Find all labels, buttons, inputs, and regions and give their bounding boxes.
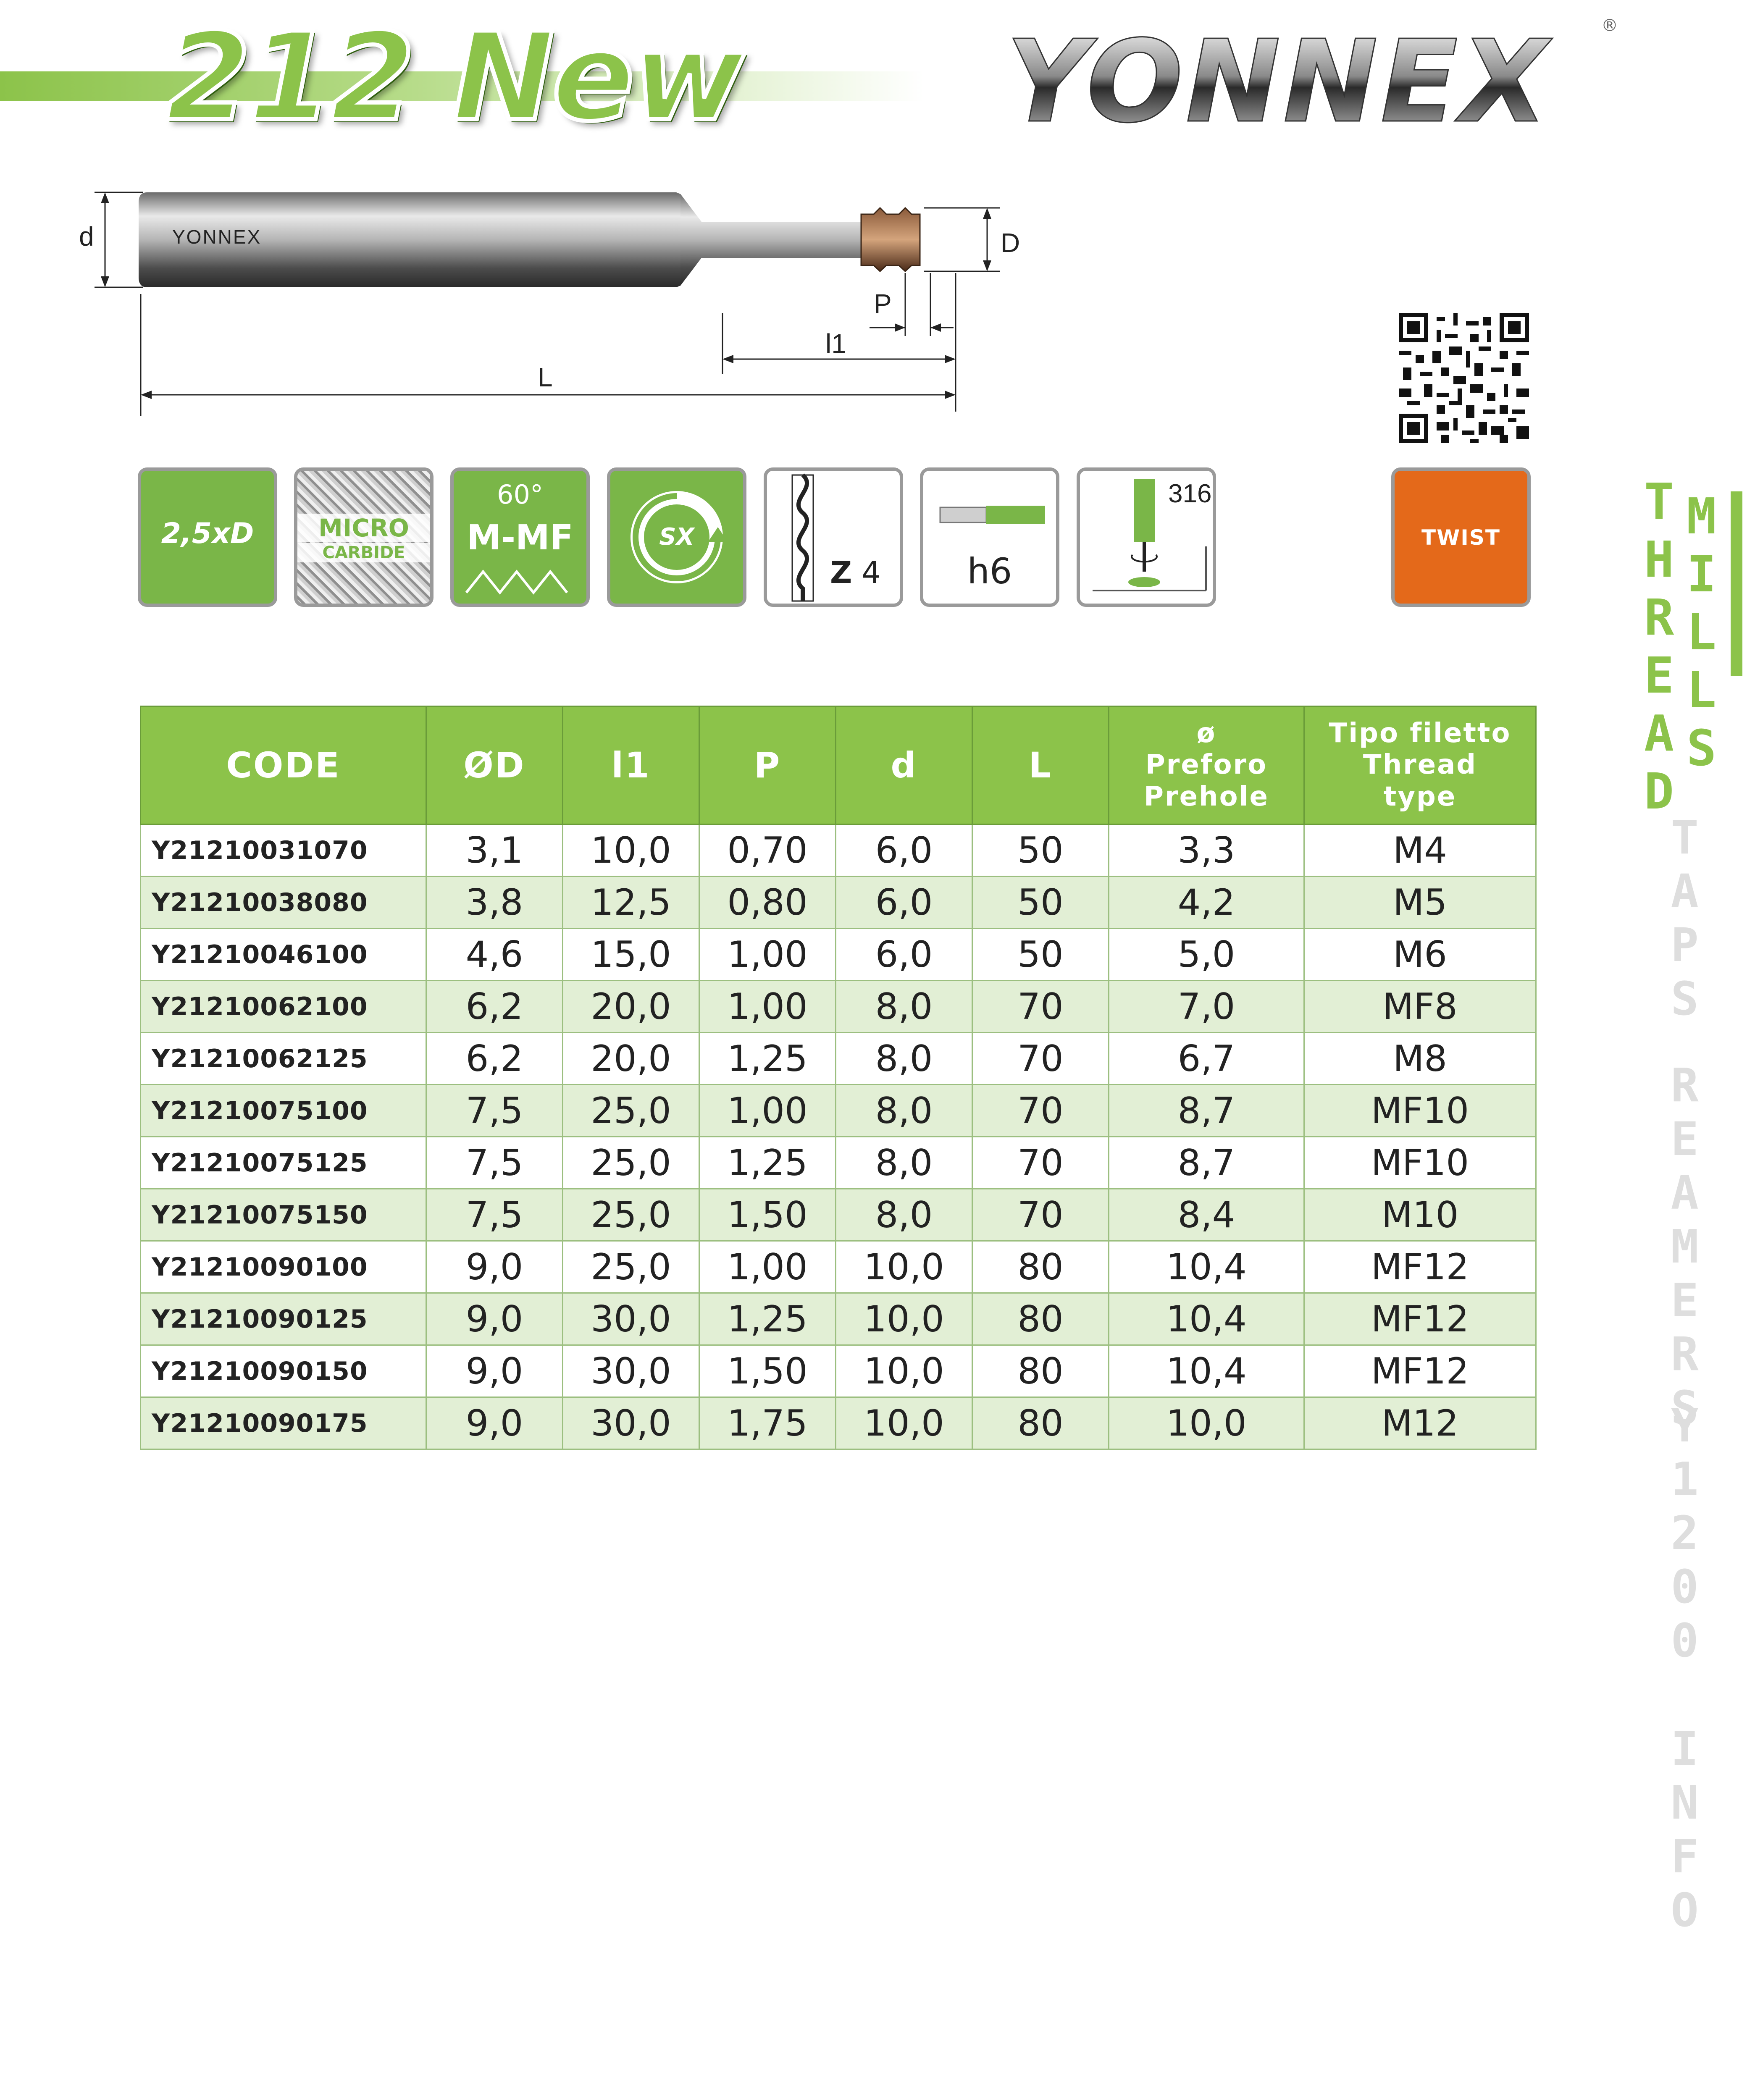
header-l: L xyxy=(972,706,1109,824)
tab-y1200-text: Y1200 xyxy=(1658,1399,1712,1667)
active-tab-bar xyxy=(1731,491,1742,676)
tool-neck xyxy=(680,194,861,286)
cell-code: Y21210090150 xyxy=(141,1345,426,1397)
flutes-label xyxy=(830,555,900,590)
cell-prehole: 8,7 xyxy=(1109,1137,1304,1189)
rotation-circle-icon xyxy=(625,486,728,588)
cell-code: Y21210090125 xyxy=(141,1293,426,1345)
ratio-label: 2,5xD xyxy=(161,517,254,550)
header-type-en2: type xyxy=(1383,781,1457,812)
table-row xyxy=(141,1345,1536,1397)
cell-thread-type: MF12 xyxy=(1304,1345,1536,1397)
carbide-label: CARBIDE xyxy=(297,543,430,562)
table-header-row xyxy=(141,706,1536,824)
cell-d-big: 3,1 xyxy=(426,824,563,877)
registered-mark: ® xyxy=(1601,16,1618,35)
micro-carbide-icon xyxy=(294,467,433,607)
header-type-it: Tipo filetto xyxy=(1329,717,1511,749)
header-prehole-symbol: ø xyxy=(1196,717,1216,749)
tool-thread-head xyxy=(861,208,920,271)
cell-prehole: 6,7 xyxy=(1109,1033,1304,1085)
cell-d-big: 6,2 xyxy=(426,981,563,1033)
ratio-2.5xD-icon xyxy=(138,467,277,607)
cell-thread-type: MF10 xyxy=(1304,1085,1536,1137)
cell-l1: 15,0 xyxy=(563,929,699,981)
cell-d-small: 10,0 xyxy=(836,1293,972,1345)
table-row xyxy=(141,929,1536,981)
cell-code: Y21210090100 xyxy=(141,1241,426,1293)
micro-label: MICRO xyxy=(297,514,430,542)
cell-d-small: 8,0 xyxy=(836,981,972,1033)
din-316-icon xyxy=(1077,467,1216,607)
cell-d-big: 9,0 xyxy=(426,1397,563,1449)
left-hand-rotation-icon xyxy=(607,467,746,607)
cell-code: Y21210062100 xyxy=(141,981,426,1033)
helix-drill-icon xyxy=(784,475,822,605)
table-row xyxy=(141,1293,1536,1345)
table-body xyxy=(141,824,1536,1449)
qr-code[interactable] xyxy=(1399,313,1529,443)
tool-drawing xyxy=(63,168,1020,428)
table-row xyxy=(141,1397,1536,1449)
cell-d-small: 6,0 xyxy=(836,877,972,929)
shank-tolerance-icon xyxy=(940,502,1045,528)
cell-code: Y21210062125 xyxy=(141,1033,426,1085)
cell-code: Y21210046100 xyxy=(141,929,426,981)
svg-text:316: 316 xyxy=(1168,479,1212,508)
cell-p: 1,25 xyxy=(699,1137,836,1189)
cell-d-big: 3,8 xyxy=(426,877,563,929)
cell-p: 1,50 xyxy=(699,1189,836,1241)
cell-thread-type: M8 xyxy=(1304,1033,1536,1085)
cell-p: 1,00 xyxy=(699,981,836,1033)
cell-d-big: 7,5 xyxy=(426,1189,563,1241)
cell-thread-type: MF10 xyxy=(1304,1137,1536,1189)
cell-l1: 25,0 xyxy=(563,1137,699,1189)
tab-mills-text: MILLS xyxy=(1672,487,1731,777)
cell-l: 50 xyxy=(972,877,1109,929)
cell-l: 70 xyxy=(972,1189,1109,1241)
cell-prehole: 3,3 xyxy=(1109,824,1304,877)
cell-d-big: 9,0 xyxy=(426,1345,563,1397)
header-l1: l1 xyxy=(563,706,699,824)
tab-taps-text: TAPS xyxy=(1658,811,1712,1026)
tolerance-h6-icon xyxy=(920,467,1059,607)
product-table xyxy=(140,706,1537,1450)
cell-thread-type: MF8 xyxy=(1304,981,1536,1033)
cell-p: 1,75 xyxy=(699,1397,836,1449)
cell-prehole: 10,4 xyxy=(1109,1241,1304,1293)
tolerance-label: h6 xyxy=(967,551,1012,592)
cell-p: 0,70 xyxy=(699,824,836,877)
cell-d-small: 10,0 xyxy=(836,1241,972,1293)
cell-d-big: 7,5 xyxy=(426,1137,563,1189)
thread-60-icon xyxy=(450,467,590,607)
label-l1: l1 xyxy=(825,328,846,359)
cell-d-big: 9,0 xyxy=(426,1241,563,1293)
cell-code: Y21210038080 xyxy=(141,877,426,929)
cell-l1: 25,0 xyxy=(563,1189,699,1241)
cell-p: 1,50 xyxy=(699,1345,836,1397)
cell-p: 1,00 xyxy=(699,929,836,981)
cell-l: 80 xyxy=(972,1345,1109,1397)
header-prehole-it: Preforo xyxy=(1145,749,1268,781)
label-L: L xyxy=(538,362,553,392)
label-D-big: D xyxy=(1001,228,1020,258)
tab-reamers-text: REAMERS xyxy=(1658,1058,1712,1435)
cell-l: 70 xyxy=(972,1033,1109,1085)
cell-l: 50 xyxy=(972,929,1109,981)
label-d: d xyxy=(79,221,94,252)
cell-d-big: 7,5 xyxy=(426,1085,563,1137)
tool-brand-text: YONNEX xyxy=(172,226,262,248)
cell-d-small: 10,0 xyxy=(836,1397,972,1449)
cell-d-small: 8,0 xyxy=(836,1085,972,1137)
cell-l1: 30,0 xyxy=(563,1345,699,1397)
twist-icon xyxy=(1391,467,1531,607)
table-row xyxy=(141,1033,1536,1085)
header-thread-type xyxy=(1304,706,1536,824)
table-row xyxy=(141,1189,1536,1241)
header-code: CODE xyxy=(141,706,426,824)
flutes-z4-icon xyxy=(764,467,903,607)
table-row xyxy=(141,824,1536,877)
flutes-count: 4 xyxy=(862,555,881,590)
cell-p: 1,00 xyxy=(699,1085,836,1137)
cell-l1: 20,0 xyxy=(563,1033,699,1085)
cell-thread-type: M5 xyxy=(1304,877,1536,929)
tab-info-text: INFO xyxy=(1658,1722,1712,1937)
cell-p: 1,25 xyxy=(699,1033,836,1085)
header-d-big: ØD xyxy=(426,706,563,824)
cell-d-small: 10,0 xyxy=(836,1345,972,1397)
cell-d-big: 6,2 xyxy=(426,1033,563,1085)
cell-d-small: 8,0 xyxy=(836,1033,972,1085)
cell-l1: 25,0 xyxy=(563,1085,699,1137)
cell-code: Y21210075100 xyxy=(141,1085,426,1137)
cell-code: Y21210090175 xyxy=(141,1397,426,1449)
cell-p: 1,25 xyxy=(699,1293,836,1345)
tab-thread-text: THREAD xyxy=(1630,472,1688,820)
table-row xyxy=(141,1137,1536,1189)
table-row xyxy=(141,877,1536,929)
cell-prehole: 8,7 xyxy=(1109,1085,1304,1137)
tab-reamers[interactable] xyxy=(1658,1058,1712,1440)
cell-l1: 20,0 xyxy=(563,981,699,1033)
cell-l: 70 xyxy=(972,1085,1109,1137)
cell-l1: 30,0 xyxy=(563,1293,699,1345)
cell-l: 80 xyxy=(972,1241,1109,1293)
cell-d-small: 6,0 xyxy=(836,824,972,877)
tab-taps[interactable] xyxy=(1658,811,1712,1031)
cell-l1: 25,0 xyxy=(563,1241,699,1293)
table-row xyxy=(141,981,1536,1033)
cell-l: 80 xyxy=(972,1397,1109,1449)
cell-d-small: 8,0 xyxy=(836,1137,972,1189)
cell-code: Y21210075150 xyxy=(141,1189,426,1241)
table-row xyxy=(141,1085,1536,1137)
cell-code: Y21210075125 xyxy=(141,1137,426,1189)
cell-d-small: 6,0 xyxy=(836,929,972,981)
cell-thread-type: M10 xyxy=(1304,1189,1536,1241)
cell-prehole: 10,4 xyxy=(1109,1345,1304,1397)
cell-l: 50 xyxy=(972,824,1109,877)
header-prehole-en: Prehole xyxy=(1144,781,1269,812)
cell-thread-type: MF12 xyxy=(1304,1241,1536,1293)
header-prehole xyxy=(1109,706,1304,824)
header-type-en1: Thread xyxy=(1363,749,1477,781)
svg-text:SX: SX xyxy=(659,523,694,551)
tab-thread-label[interactable] xyxy=(1630,472,1688,826)
cell-thread-type: MF12 xyxy=(1304,1293,1536,1345)
cell-thread-type: M12 xyxy=(1304,1397,1536,1449)
cell-prehole: 7,0 xyxy=(1109,981,1304,1033)
cell-code: Y21210031070 xyxy=(141,824,426,877)
twist-label: TWIST xyxy=(1421,525,1500,550)
cell-l1: 10,0 xyxy=(563,824,699,877)
cell-d-small: 8,0 xyxy=(836,1189,972,1241)
angle-label: 60° xyxy=(497,479,543,510)
cell-l: 80 xyxy=(972,1293,1109,1345)
tab-mills-label[interactable] xyxy=(1672,487,1731,783)
header-d-small: d xyxy=(836,706,972,824)
header-p: P xyxy=(699,706,836,824)
cell-p: 0,80 xyxy=(699,877,836,929)
cell-p: 1,00 xyxy=(699,1241,836,1293)
thread-profile-icon xyxy=(466,567,575,597)
thread-type-label: M-MF xyxy=(467,518,573,558)
tab-y1200[interactable] xyxy=(1658,1399,1712,1673)
cell-d-big: 4,6 xyxy=(426,929,563,981)
tab-info[interactable] xyxy=(1658,1722,1712,1942)
page-title: 212 New xyxy=(166,7,742,148)
cell-prehole: 10,4 xyxy=(1109,1293,1304,1345)
spindle-icon xyxy=(1084,475,1210,601)
cell-prehole: 5,0 xyxy=(1109,929,1304,981)
table-row xyxy=(141,1241,1536,1293)
cell-l: 70 xyxy=(972,1137,1109,1189)
brand-logo: YONNEX xyxy=(1006,16,1550,148)
cell-l1: 30,0 xyxy=(563,1397,699,1449)
cell-l: 70 xyxy=(972,981,1109,1033)
cell-prehole: 10,0 xyxy=(1109,1397,1304,1449)
cell-prehole: 8,4 xyxy=(1109,1189,1304,1241)
cell-d-big: 9,0 xyxy=(426,1293,563,1345)
label-P: P xyxy=(874,289,892,319)
cell-l1: 12,5 xyxy=(563,877,699,929)
cell-prehole: 4,2 xyxy=(1109,877,1304,929)
cell-thread-type: M6 xyxy=(1304,929,1536,981)
cell-thread-type: M4 xyxy=(1304,824,1536,877)
flutes-prefix: Z xyxy=(830,555,852,590)
